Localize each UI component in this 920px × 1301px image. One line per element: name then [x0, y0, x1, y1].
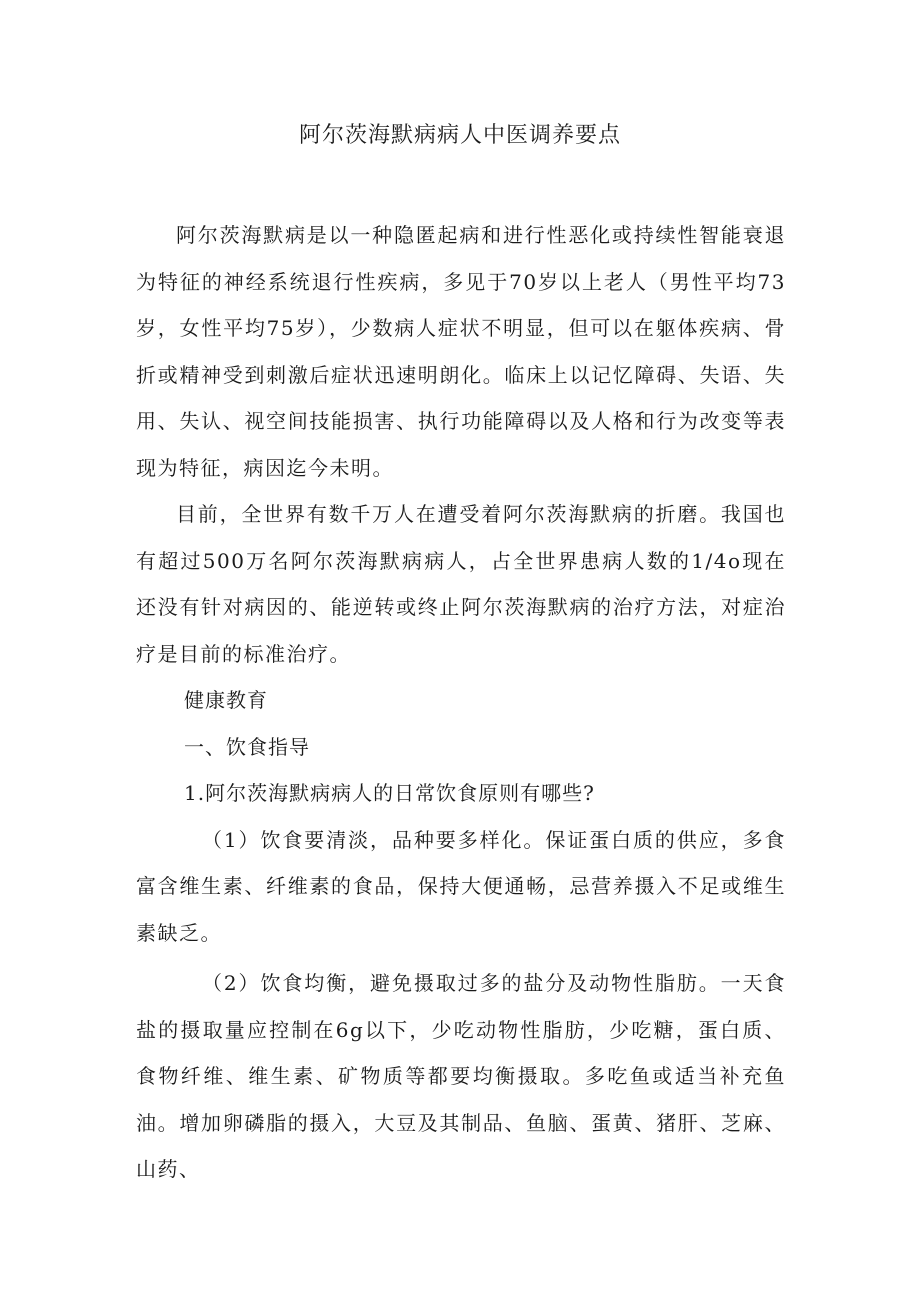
intro-paragraph-2: 目前，全世界有数千万人在遭受着阿尔茨海默病的折磨。我国也有超过500万名阿尔茨海默病病人，占全世界患病人数的1/4o现在还没有针对病因的、能逆转或终止阿尔茨海默病的治疗方法，对症治疗是目前的标准治疗。 — [136, 502, 786, 666]
question-1: 1.阿尔茨海默病病人的日常饮食原则有哪些? — [184, 781, 595, 805]
document-title: 阿尔茨海默病病人中医调养要点 — [298, 123, 621, 148]
document-body — [136, 212, 786, 1193]
section-heading: 健康教育 — [184, 688, 268, 712]
subsection-heading: 一、饮食指导 — [184, 734, 310, 759]
answer-1-item-2: （2）饮食均衡，避免摄取过多的盐分及动物性脂肪。一天食盐的摄取量应控制在6g以下，少吃动物性脂肪，少吃糖，蛋白质、食物纤维、维生素、矿物质等都要均衡摄取。多吃鱼或适当补充鱼油。增加卵磷脂的摄入，大豆及其制品、鱼脑、蛋黄、猪肝、芝麻、山药、 — [136, 971, 786, 1181]
intro-paragraph-1: 阿尔茨海默病是以一种隐匿起病和进行性恶化或持续性智能衰退为特征的神经系统退行性疾病，多见于70岁以上老人（男性平均73岁，女性平均75岁），少数病人症状不明显，但可以在躯体疾病、骨折或精神受到刺激后症状迅速明朗化。临床上以记忆障碍、失语、失用、失认、视空间技能损害、执行功能障碍以及人格和行为改变等表现为特征，病因迄今未明。 — [136, 223, 786, 480]
answer-1-item-1: （1）饮食要清淡，品种要多样化。保证蛋白质的供应，多食富含维生素、纤维素的食品，保持大便通畅，忌营养摄入不足或维生素缺乏。 — [136, 827, 786, 945]
